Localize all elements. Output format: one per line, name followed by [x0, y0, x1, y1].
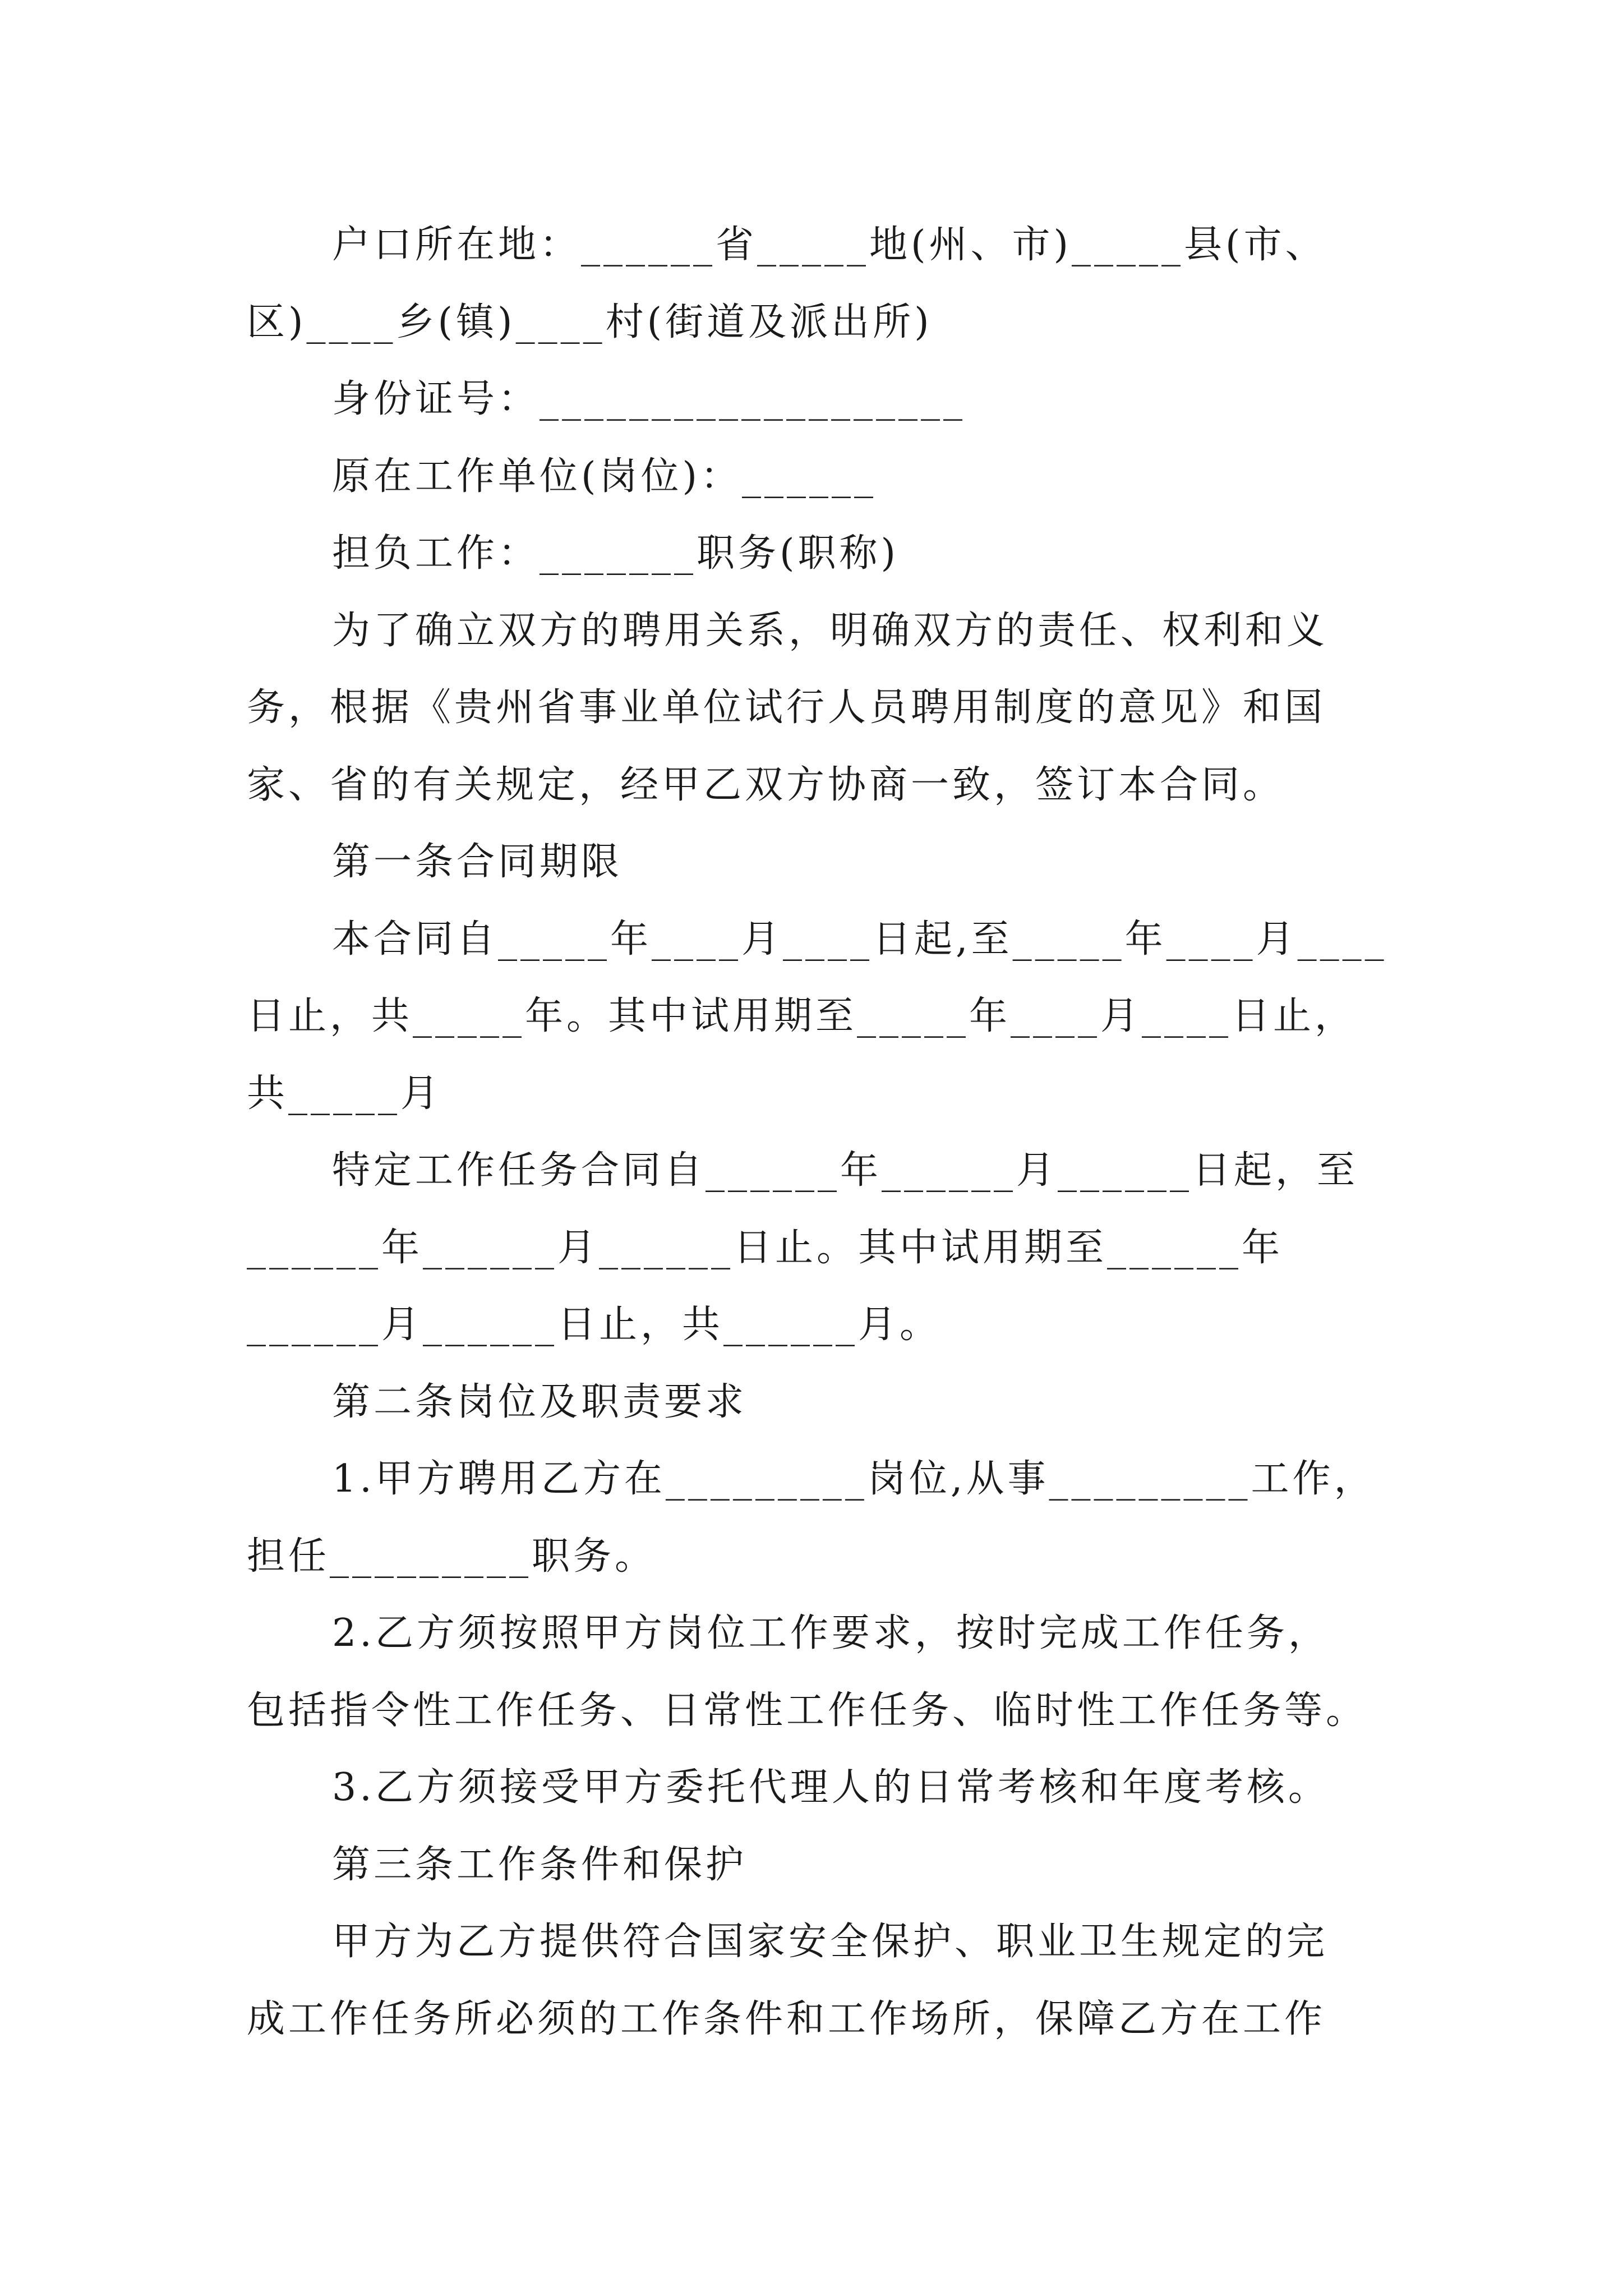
- text-line-preamble-3: 家、省的有关规定，经甲乙双方协商一致，签订本合同。: [247, 762, 1285, 807]
- section-heading-article-2: 第二条岗位及职责要求: [332, 1379, 748, 1424]
- text-line-special-task-1: 特定工作任务合同自______年______月______日起，至: [332, 1148, 1359, 1193]
- text-line-conditions-1: 甲方为乙方提供符合国家安全保护、职业卫生规定的完: [332, 1920, 1329, 1964]
- text-line-contract-term-1: 本合同自_____年____月____日起,至_____年____月____: [332, 917, 1387, 961]
- text-line-special-task-3: ______月______日止，共______月。: [247, 1303, 942, 1347]
- text-line-contract-term-2: 日止，共_____年。其中试用期至_____年____月____日止，: [247, 994, 1357, 1038]
- text-line-id-number: 身份证号：___________________: [332, 377, 966, 421]
- text-line-item-1: 1.甲方聘用乙方在_________岗位,从事_________工作，: [332, 1457, 1376, 1501]
- section-heading-article-1: 第一条合同期限: [332, 840, 623, 884]
- text-line-preamble-1: 为了确立双方的聘用关系，明确双方的责任、权利和义: [332, 608, 1329, 653]
- text-line-residence: 户口所在地：______省_____地(州、市)_____县(市、: [332, 223, 1327, 267]
- text-line-item-2-cont: 包括指令性工作任务、日常性工作任务、临时性工作任务等。: [247, 1688, 1368, 1733]
- text-line-preamble-2: 务，根据《贵州省事业单位试行人员聘用制度的意见》和国: [247, 685, 1326, 730]
- text-line-duties: 担负工作：_______职务(职称): [332, 531, 900, 576]
- text-line-conditions-2: 成工作任务所必须的工作条件和工作场所，保障乙方在工作: [247, 1996, 1326, 2041]
- text-line-item-2: 2.乙方须按照甲方岗位工作要求，按时完成工作任务，: [332, 1611, 1330, 1655]
- document-body: [247, 206, 1387, 2058]
- text-line-residence-cont: 区)____乡(镇)____村(街道及派出所): [247, 300, 933, 344]
- text-line-former-employer: 原在工作单位(岗位)：______: [332, 454, 877, 499]
- text-line-item-3: 3.乙方须接受甲方委托代理人的日常考核和年度考核。: [332, 1765, 1330, 1810]
- text-line-contract-term-3: 共_____月: [247, 1071, 442, 1116]
- text-line-special-task-2: ______年______月______日止。其中试用期至______年: [247, 1225, 1284, 1270]
- section-heading-article-3: 第三条工作条件和保护: [332, 1842, 748, 1887]
- text-line-item-1-cont: 担任_________职务。: [247, 1534, 657, 1579]
